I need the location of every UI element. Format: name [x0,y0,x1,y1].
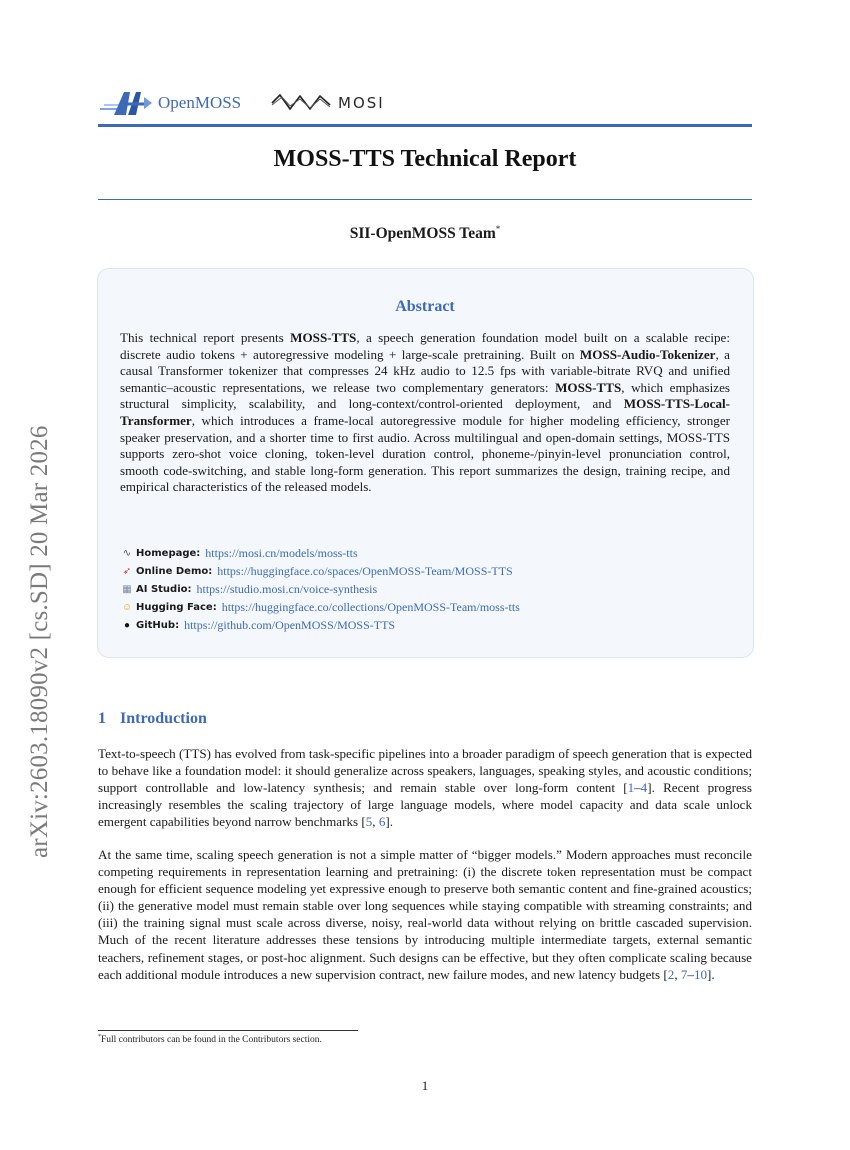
text-run: – [634,780,641,796]
resource-link-row [120,598,740,616]
text-run: , [372,814,379,830]
resource-link-label: Hugging Face: [136,601,217,613]
text-run: , [674,966,681,982]
abstract-text [120,330,730,496]
mosi-logo-text: MOSI [338,94,385,112]
studio-icon: ▦ [122,583,132,595]
arxiv-identifier-stamp: arXiv:2603.18090v2 [cs.SD] 20 Mar 2026 [26,425,53,858]
footnote-mark: * [98,1034,101,1040]
resource-link-url[interactable]: https://huggingface.co/spaces/OpenMOSS-Team/MOSS-TTS [217,563,513,578]
openmoss-logo-icon [100,89,154,117]
abstract-heading: Abstract [395,298,455,315]
text-run: , which introduces a frame-local autoregressive module for higher modeling efficiency, stronger speaker preservation, and a shorter time to first audio. Across multilingual and open-domain settings, MOSS-TTS supports zero-shot voice cloning, token-level duration control, phoneme-/pinyin-level pronunciation control, smooth code-switching, and stable long-form generation. This report summarizes the design, training recipe, and empirical characteristics of the released models. [120,412,730,495]
bold-term: MOSS-TTS [555,379,622,395]
text-run: , a causal Transformer tokenizer that compresses 24 kHz audio to 12.5 fps with variable-bitrate RVQ and unified semantic–acoustic representations, we release two complementary generators: [120,346,730,395]
text-run: , a speech generation foundation model built on a scalable recipe: discrete audio tokens + autoregressive modeling + large-scale pretraining. Built on [120,330,731,362]
title-bottom-rule [98,199,752,200]
mosi-wave-icon [270,93,332,113]
footnote-rule [98,1030,358,1031]
resource-link-url[interactable]: https://mosi.cn/models/moss-tts [205,545,358,560]
resource-link-row [120,544,740,562]
intro-paragraph-2 [98,846,752,983]
author-footnote-mark: * [495,224,501,234]
mosi-icon: ∿ [122,547,132,559]
citation-link[interactable]: 7 [680,966,688,982]
bold-term: MOSS-Audio-Tokenizer [579,346,716,362]
resource-link-label: Homepage: [136,547,201,559]
text-run: , which emphasizes structural simplicity, scalability, and long-context/control-oriented deployment, and [120,379,730,412]
citation-link[interactable]: 4 [640,780,648,796]
section-title: Introduction [120,710,207,727]
text-run: This technical report presents [120,330,291,345]
resource-link-row [120,616,740,634]
text-run: ]. [707,966,715,982]
resource-links [120,544,740,634]
text-run: Text-to-speech (TTS) has evolved from task-specific pipelines into a broader paradigm of speech generation that is expected to behave like a foundation model: it should generalize across speakers, languages, speaking styles, and acoustic conditions; support controllable and low-latency synthesis; and remain stable over long-form content [ [98,746,752,796]
openmoss-logo-text: OpenMOSS [158,93,242,112]
resource-link-row [120,580,740,598]
citation-link[interactable]: 10 [693,966,708,982]
resource-link-label: Online Demo: [136,565,213,577]
mosi-logo [270,92,385,114]
text-run: At the same time, scaling speech generation is not a simple matter of “bigger models.” Modern approaches must reconcile competing requirements in representation learning and pretraining: (i) the discrete token representation must be compact enough for efficient sequence modeling yet expressive enough to preserve both semantic content and fine-grained acoustics; (ii) the generative model must remain stable over long sequences while staying compatible with streaming constraints; and (iii) the training signal must scale across diverse, noisy, real-world data without relying on brittle cascaded supervision. Much of the recent literature addresses these tensions by introducing multiple intermediate targets, external semantic teachers, refinement stages, or post-hoc alignment. Such designs can be effective, but they often complicate scaling because each additional module introduces a new supervision contract, new failure modes, and new latency budgets [ [98,847,752,982]
footnote [98,1034,322,1045]
footnote-text: Full contributors can be found in the Contributors section. [101,1035,322,1046]
text-run: ]. [385,814,393,830]
bold-term: MOSS-TTS [290,330,357,345]
resource-link-label: AI Studio: [136,583,192,595]
hugging-face-icon: ☺ [121,601,133,613]
github-icon: ● [123,619,131,631]
intro-paragraph-1 [98,745,752,830]
paper-title: MOSS-TTS Technical Report [273,146,577,172]
resource-link-url[interactable]: https://huggingface.co/collections/OpenMOSS-Team/moss-tts [221,599,520,614]
resource-link-row [120,562,740,580]
section-heading-introduction [98,710,207,728]
citation-link[interactable]: 6 [378,814,386,830]
resource-link-label: GitHub: [136,619,180,631]
author-line [98,224,752,243]
openmoss-logo [100,88,241,118]
bold-term: MOSS-TTS-Local-Transformer [120,396,730,428]
citation-link[interactable]: 1 [627,780,635,796]
title-top-rule [98,124,752,127]
text-run: – [687,966,694,982]
resource-link-url[interactable]: https://github.com/OpenMOSS/MOSS-TTS [184,617,396,632]
rocket-icon: ➶ [122,565,132,577]
citation-link[interactable]: 5 [365,814,373,830]
resource-link-url[interactable]: https://studio.mosi.cn/voice-synthesis [196,581,378,596]
page-number: 1 [421,1078,429,1093]
text-run: ]. Recent progress increasingly resembles the scaling trajectory of large language models, where model capacity and data scale unlock emergent capabilities beyond narrow benchmarks [ [98,780,752,830]
author-name: SII-OpenMOSS Team [349,225,496,243]
citation-link[interactable]: 2 [667,966,675,982]
section-number: 1 [98,710,106,727]
